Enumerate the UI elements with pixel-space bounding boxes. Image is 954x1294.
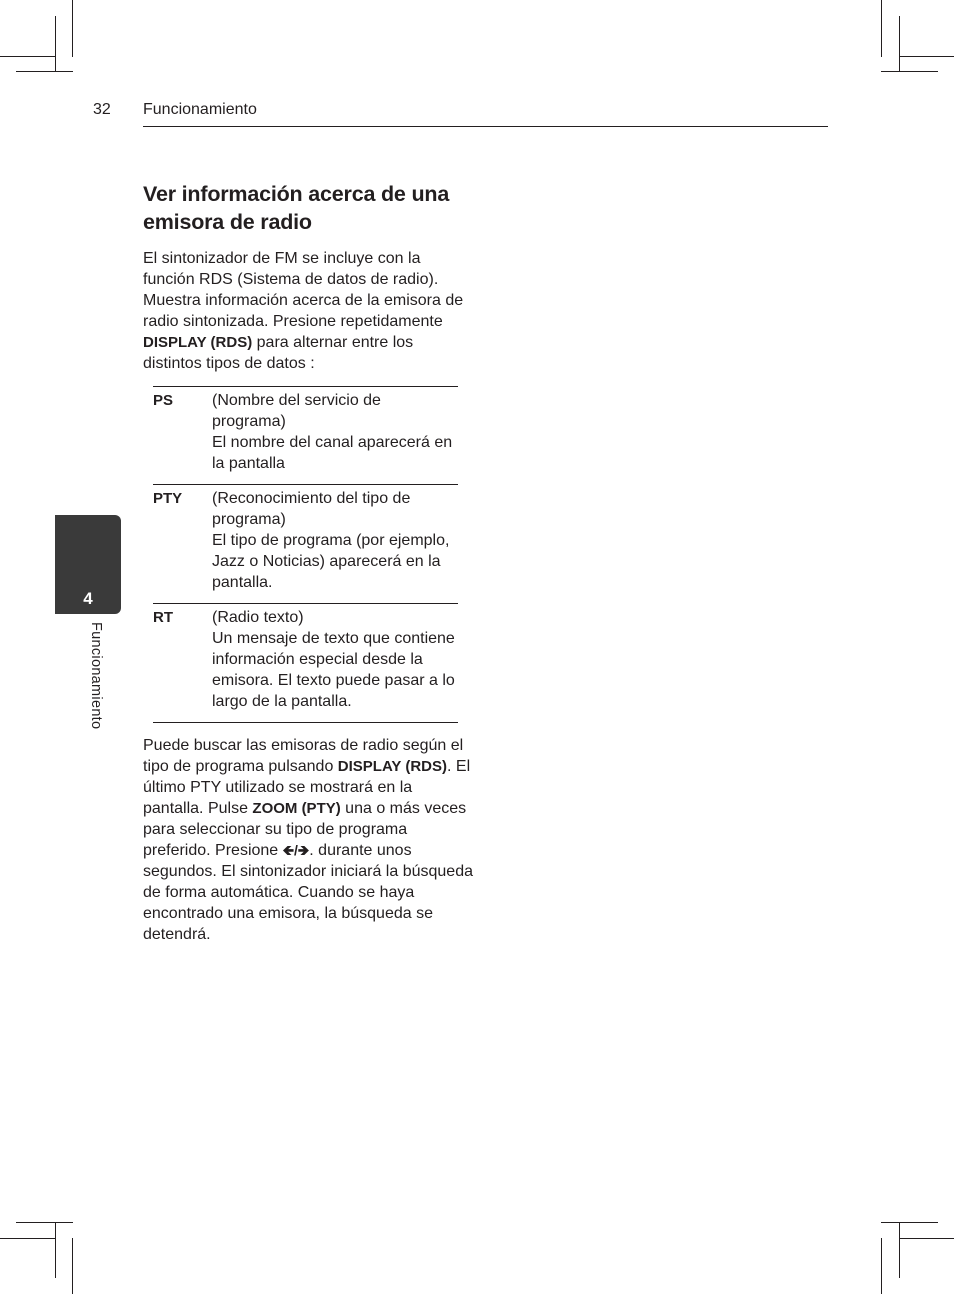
rds-description	[212, 390, 458, 474]
rds-desc-line: (Nombre del servicio de programa)	[212, 392, 381, 430]
display-rds-button-ref: DISPLAY (RDS)	[337, 758, 447, 775]
crop-mark	[899, 1222, 900, 1278]
display-rds-button-ref: DISPLAY (RDS)	[143, 334, 253, 351]
crop-mark	[881, 1222, 938, 1223]
intro-paragraph	[143, 248, 473, 374]
outro-text: . El último PTY utilizado se mostrará en la pantalla. Pulse	[143, 758, 471, 817]
header-rule	[143, 126, 828, 127]
crop-mark	[16, 71, 73, 72]
section-title: Ver información acerca de una emisora de radio	[143, 182, 450, 234]
main-content	[143, 180, 473, 945]
left-right-arrow-icon: 🡸/🡺	[282, 842, 310, 858]
crop-mark	[16, 1222, 73, 1223]
outro-text: Puede buscar las emisoras de radio según el tipo de programa pulsando	[143, 737, 464, 775]
rds-code: RT	[153, 609, 173, 626]
rds-row	[153, 604, 458, 723]
chapter-tab	[55, 515, 121, 614]
outro-text: . durante unos segundos. El sintonizador iniciará la búsqueda de forma automática. Cuando se haya encontrado una emisora, la búsqueda se detendrá.	[143, 842, 473, 943]
rds-code: PTY	[153, 490, 183, 507]
outro-text: una o más veces para seleccionar su tipo de programa preferido. Presione	[143, 800, 467, 859]
rds-row	[153, 387, 458, 485]
crop-mark	[899, 56, 954, 57]
crop-mark	[881, 71, 938, 72]
rds-row	[153, 485, 458, 604]
running-head: Funcionamiento	[143, 101, 257, 118]
crop-mark	[55, 16, 56, 71]
intro-text: El sintonizador de FM se incluye con la función RDS (Sistema de datos de radio). Muestra información acerca de la emisora de radio sintonizada. Presione repetidamente	[143, 250, 464, 330]
crop-mark	[0, 56, 55, 57]
crop-mark	[0, 1238, 55, 1239]
rds-desc-line: El nombre del canal aparecerá en la pantalla	[212, 434, 453, 472]
rds-description	[212, 488, 458, 593]
rds-description	[212, 607, 458, 712]
outro-paragraph	[143, 735, 473, 945]
zoom-pty-button-ref: ZOOM (PTY)	[252, 800, 341, 817]
crop-mark	[72, 0, 73, 57]
rds-code: PS	[153, 392, 174, 409]
rds-desc-line: El tipo de programa (por ejemplo, Jazz o Noticias) aparecerá en la pantalla.	[212, 532, 450, 591]
chapter-number: 4	[83, 589, 93, 608]
rds-desc-line: (Reconocimiento del tipo de programa)	[212, 490, 411, 528]
rds-desc-line: (Radio texto)	[212, 609, 304, 626]
crop-mark	[72, 1238, 73, 1294]
page-number: 32	[93, 101, 111, 118]
chapter-label: Funcionamiento	[88, 622, 104, 730]
crop-mark	[881, 0, 882, 57]
crop-mark	[55, 1222, 56, 1278]
rds-table	[153, 386, 458, 723]
rds-desc-line: Un mensaje de texto que contiene información especial desde la emisora. El texto puede pasar a lo largo de la pantalla.	[212, 630, 455, 710]
crop-mark	[881, 1238, 882, 1294]
crop-mark	[899, 16, 900, 71]
crop-mark	[899, 1238, 954, 1239]
intro-text: para alternar entre los distintos tipos de datos :	[143, 334, 414, 372]
